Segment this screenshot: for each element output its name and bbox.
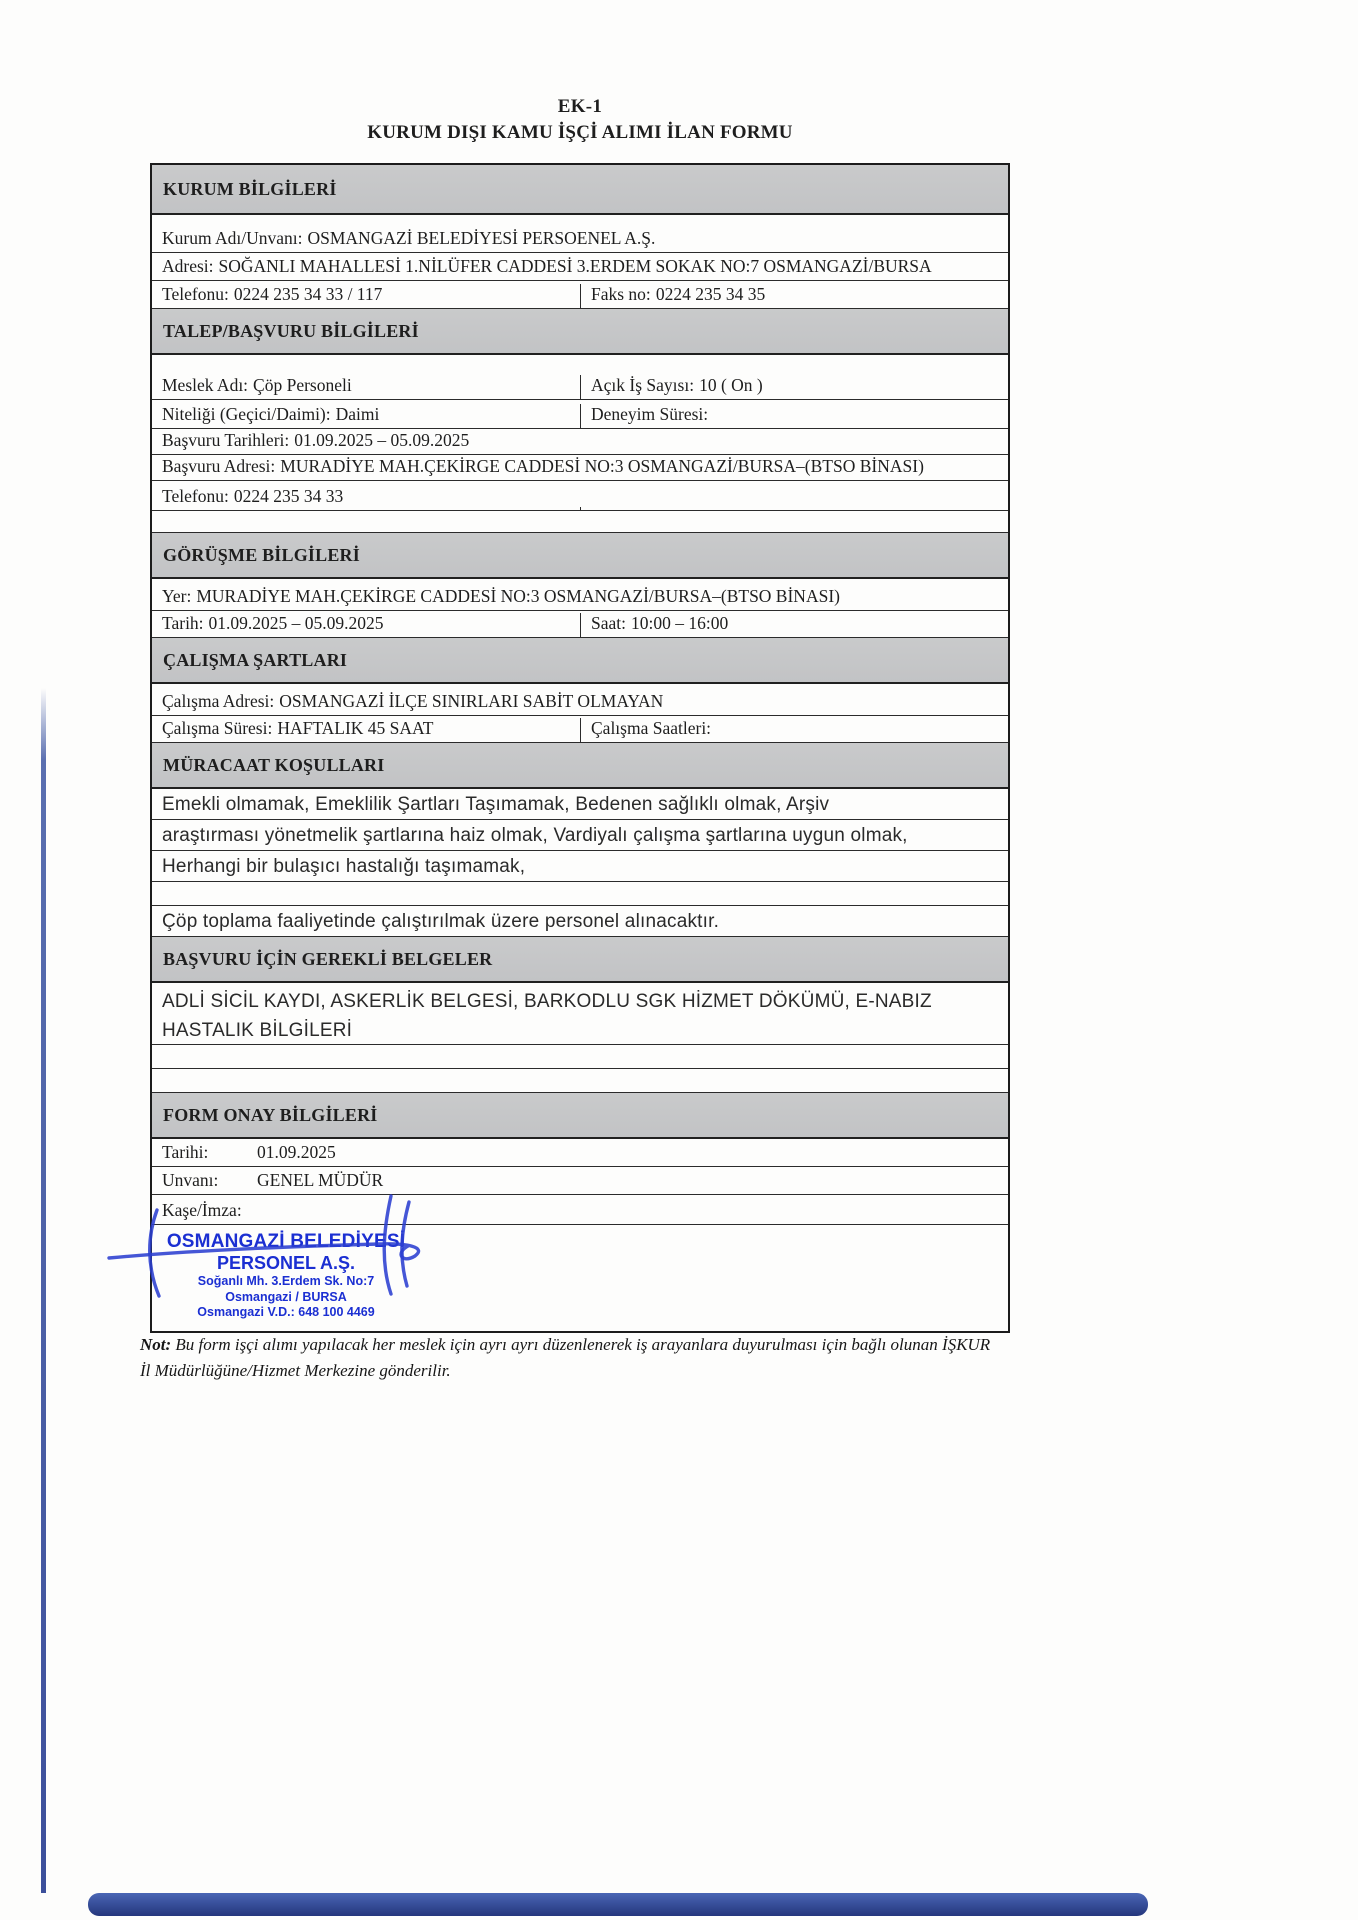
stamp-tax-line: Osmangazi V.D.: 648 100 4469: [197, 1305, 375, 1320]
gorusme-saat-value: 10:00 – 16:00: [631, 613, 729, 633]
row-onay-kase: [152, 1195, 1008, 1225]
spacer-cell: [152, 902, 1008, 905]
nitelik-label: Niteliği (Geçici/Daimi):: [162, 404, 331, 424]
stamp-company-line2: PERSONEL A.Ş.: [216, 1253, 356, 1273]
spacer-cell: [152, 1065, 1008, 1068]
muracaat-line2: araştırması yönetmelik şartlarına haiz olmak, Vardiyalı çalışma şartlarına uygun olmak,: [162, 825, 908, 846]
document-header: [150, 96, 1010, 144]
section-header-talep-basvuru: TALEP/BAŞVURU BİLGİLERİ: [152, 309, 1008, 355]
calisma-sure-cell: [152, 718, 580, 742]
row-basvuru-tarihleri: [152, 429, 1008, 455]
section-header-calisma: ÇALIŞMA ŞARTLARI: [152, 638, 1008, 684]
row-spacer-belgeler-2: [152, 1069, 1008, 1093]
section-header-gorusme: GÖRÜŞME BİLGİLERİ: [152, 533, 1008, 579]
kurum-adi-cell: [152, 228, 1008, 252]
deneyim-label: Deneyim Süresi:: [591, 404, 709, 424]
calisma-sure-label: Çalışma Süresi:: [162, 718, 273, 738]
kurum-telefon-label: Telefonu:: [162, 284, 229, 304]
company-stamp: [158, 1231, 414, 1321]
row-basvuru-telefon: [152, 481, 1008, 511]
row-spacer-talep: [152, 511, 1008, 533]
row-calisma-adresi: [152, 684, 1008, 716]
row-belgeler-text: [152, 983, 1008, 1045]
meslek-cell: [152, 375, 580, 399]
kurum-adi-value: OSMANGAZİ BELEDİYESİ PERSOENEL A.Ş.: [307, 228, 656, 248]
acik-is-value: 10 ( On ): [699, 375, 763, 395]
kurum-adres-value: SOĞANLI MAHALLESİ 1.NİLÜFER CADDESİ 3.ERDEM SOKAK NO:7 OSMANGAZİ/BURSA: [218, 256, 932, 276]
kurum-faks-cell: [580, 284, 1008, 308]
row-muracaat-line1: [152, 789, 1008, 820]
gorusme-tarih-value: 01.09.2025 – 05.09.2025: [208, 613, 384, 633]
gorusme-saat-cell: [580, 613, 1008, 637]
acik-is-label: Açık İş Sayısı:: [591, 375, 695, 395]
kurum-adres-cell: [152, 256, 1008, 280]
row-gorusme-yer: [152, 579, 1008, 611]
kurum-telefon-cell: [152, 284, 580, 308]
onay-unvan-label: Unvanı:: [162, 1170, 219, 1190]
calisma-adres-label: Çalışma Adresi:: [162, 691, 275, 711]
section-header-form-onay: FORM ONAY BİLGİLERİ: [152, 1093, 1008, 1139]
footnote-text: Bu form işçi alımı yapılacak her meslek için ayrı ayrı düzenlenerek iş arayanlara duyurulması için bağlı olunan İŞKUR İl Müdürlüğüne/Hizmet Merkezine gönderilir.: [140, 1335, 991, 1380]
gorusme-tarih-label: Tarih:: [162, 613, 204, 633]
onay-tarih-value: 01.09.2025: [257, 1142, 336, 1162]
basvuru-tarih-cell: [152, 430, 1008, 454]
row-muracaat-line2: [152, 820, 1008, 851]
belgeler-text: ADLİ SİCİL KAYDI, ASKERLİK BELGESİ, BARKODLU SGK HİZMET DÖKÜMÜ, E-NABIZ HASTALIK BİLGİLERİ: [162, 991, 932, 1041]
onay-kase-label: Kaşe/İmza:: [162, 1200, 242, 1220]
row-muracaat-aciklama: [152, 906, 1008, 937]
kurum-faks-value: 0224 235 34 35: [655, 284, 766, 304]
row-kurum-adi: [152, 215, 1008, 253]
row-kurum-adres: [152, 253, 1008, 281]
gorusme-tarih-cell: [152, 613, 580, 637]
onay-tarih-cell: [152, 1142, 1008, 1166]
stamp-area: [152, 1231, 1008, 1331]
row-onay-unvan: [152, 1167, 1008, 1195]
row-kurum-telefon-faks: [152, 281, 1008, 309]
muracaat-line1: Emekli olmamak, Emeklilik Şartları Taşımamak, Bedenen sağlıklı olmak, Arşiv: [162, 794, 830, 815]
kurum-adi-label: Kurum Adı/Unvanı:: [162, 228, 303, 248]
form-title: KURUM DIŞI KAMU İŞÇİ ALIMI İLAN FORMU: [367, 122, 793, 143]
row-calisma-sure-saat: [152, 716, 1008, 743]
basvuru-adres-cell: [152, 456, 1008, 480]
deneyim-cell: [580, 404, 1008, 428]
row-onay-tarih: [152, 1139, 1008, 1167]
basvuru-tarih-label: Başvuru Tarihleri:: [162, 430, 290, 450]
row-meslek-acikis: [152, 355, 1008, 400]
calisma-adres-value: OSMANGAZİ İLÇE SINIRLARI SABİT OLMAYAN: [279, 691, 664, 711]
scan-edge-artifact-left: [41, 688, 46, 1893]
footnote-label: Not:: [140, 1335, 172, 1354]
basvuru-tarih-value: 01.09.2025 – 05.09.2025: [294, 430, 470, 450]
spacer-cell: [152, 529, 1008, 532]
basvuru-telefon-label: Telefonu:: [162, 486, 229, 506]
basvuru-telefon-empty-cell: [580, 507, 1008, 510]
onay-unvan-value: GENEL MÜDÜR: [257, 1170, 384, 1190]
stamp-address-line1: Soğanlı Mh. 3.Erdem Sk. No:7: [197, 1274, 375, 1288]
form-code: EK-1: [557, 96, 603, 117]
gorusme-yer-cell: [152, 586, 1008, 610]
footnote: [140, 1332, 996, 1383]
row-spacer-belgeler-1: [152, 1045, 1008, 1069]
row-muracaat-line3: [152, 851, 1008, 882]
row-nitelik-deneyim: [152, 400, 1008, 429]
row-spacer-muracaat: [152, 882, 1008, 906]
form-table: [150, 163, 1010, 1333]
meslek-value: Çöp Personeli: [253, 375, 352, 395]
stamp-company-line1: OSMANGAZİ BELEDİYESİ: [166, 1231, 406, 1252]
muracaat-line3: Herhangi bir bulaşıcı hastalığı taşımamak,: [162, 856, 526, 877]
meslek-label: Meslek Adı:: [162, 375, 249, 395]
nitelik-value: Daimi: [335, 404, 380, 424]
onay-unvan-cell: [152, 1170, 1008, 1194]
kurum-faks-label: Faks no:: [591, 284, 651, 304]
basvuru-adres-label: Başvuru Adresi:: [162, 456, 276, 476]
section-header-muracaat: MÜRACAAT KOŞULLARI: [152, 743, 1008, 789]
section-header-kurum-bilgileri: KURUM BİLGİLERİ: [152, 165, 1008, 215]
basvuru-telefon-value: 0224 235 34 33: [233, 486, 344, 506]
section-header-belgeler: BAŞVURU İÇİN GEREKLİ BELGELER: [152, 937, 1008, 983]
nitelik-cell: [152, 404, 580, 428]
basvuru-adres-value: MURADİYE MAH.ÇEKİRGE CADDESİ NO:3 OSMANGAZİ/BURSA–(BTSO BİNASI): [280, 456, 924, 476]
gorusme-saat-label: Saat:: [591, 613, 626, 633]
scan-edge-artifact-bottom: [88, 1893, 1148, 1916]
stamp-address-line2: Osmangazi / BURSA: [225, 1289, 347, 1304]
muracaat-aciklama: Çöp toplama faaliyetinde çalıştırılmak üzere personel alınacaktır.: [162, 911, 720, 932]
calisma-sure-value: HAFTALIK 45 SAAT: [277, 718, 434, 738]
calisma-saat-label: Çalışma Saatleri:: [591, 718, 712, 738]
onay-kase-cell: [152, 1200, 1008, 1224]
calisma-adres-cell: [152, 691, 1008, 715]
calisma-saat-cell: [580, 718, 1008, 742]
row-basvuru-adresi: [152, 455, 1008, 481]
row-gorusme-tarih-saat: [152, 611, 1008, 638]
kurum-telefon-value: 0224 235 34 33 / 117: [233, 284, 383, 304]
onay-tarih-label: Tarihi:: [162, 1142, 209, 1162]
gorusme-yer-value: MURADİYE MAH.ÇEKİRGE CADDESİ NO:3 OSMANGAZİ/BURSA–(BTSO BİNASI): [196, 586, 840, 606]
kurum-adres-label: Adresi:: [162, 256, 214, 276]
basvuru-telefon-cell: [152, 486, 580, 510]
gorusme-yer-label: Yer:: [162, 586, 192, 606]
spacer-cell: [152, 1089, 1008, 1092]
acik-is-cell: [580, 375, 1008, 399]
